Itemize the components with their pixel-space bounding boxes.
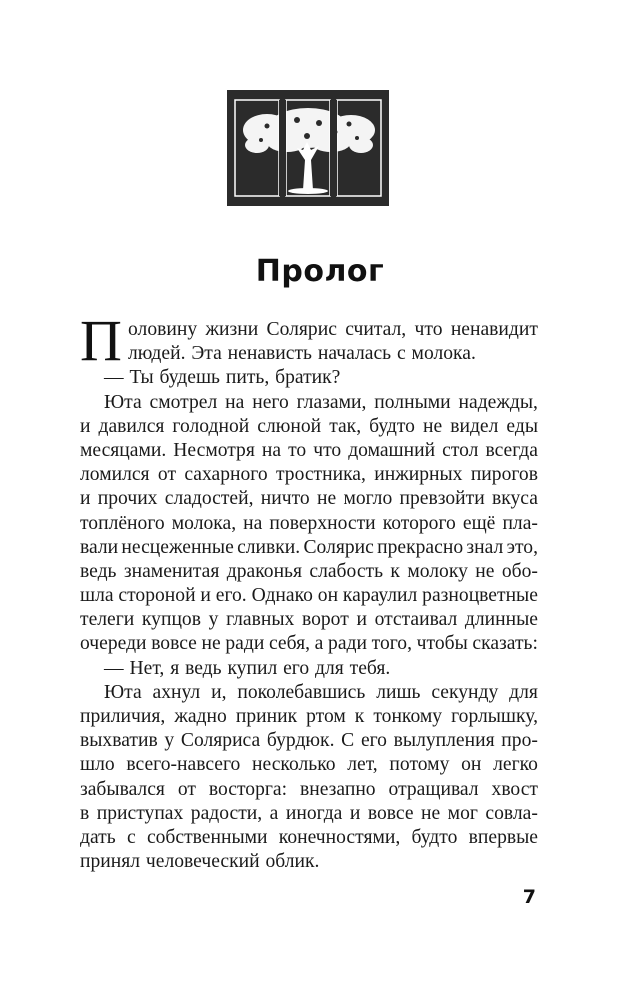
- text-line: топлёного молока, на поверхности которого ещё пла-: [80, 512, 538, 534]
- text-line: Юта смотрел на него глазами, полными надежды,: [104, 391, 538, 413]
- text-line: Юта ахнул и, поколебавшись лишь секунду для: [104, 681, 538, 703]
- text-line: выхватив у Соляриса бурдюк. С его вылупления про-: [80, 730, 538, 752]
- text-line: людей. Эта ненависть началась с молока.: [128, 343, 476, 365]
- text-line: ведь знаменитая драконья слабость к молоку не обо-: [80, 560, 538, 582]
- text-line: и давился голодной слюной так, будто не видел еды: [80, 415, 538, 437]
- text-line: шла стороной и его. Однако он караулил разноцветные: [80, 585, 538, 607]
- text-line: вали несцеженные сливки. Солярис прекрасно знал это,: [80, 536, 538, 558]
- chapter-title: Пролог: [255, 254, 385, 289]
- text-line: забывался от восторга: внезапно отращивал хвост: [80, 778, 538, 800]
- text-line: и прочих сладостей, ничто не могло превзойти вкуса: [80, 488, 538, 510]
- text-line: принял человеческий облик.: [80, 851, 320, 873]
- page-number: 7: [522, 886, 536, 908]
- text-line: приличия, жадно приник ртом к тонкому горлышку,: [80, 706, 538, 727]
- text-line: — Нет, я ведь купил его для тебя.: [104, 657, 391, 679]
- text-line: дать с собственными конечностями, будто впервые: [80, 826, 538, 848]
- text-line: шло всего-навсего несколько лет, потому он легко: [80, 754, 538, 776]
- text-line: — Ты будешь пить, братик?: [104, 367, 341, 389]
- text-line: в приступах радости, а иногда и вовсе не мог совла-: [80, 802, 538, 824]
- text-line: телеги купцов у главных ворот и отстаивал длинные: [80, 609, 538, 631]
- prologue-body-text: [80, 318, 538, 874]
- text-line: ломился от сахарного тростника, инжирных пирогов: [80, 464, 538, 486]
- drop-cap: П: [80, 308, 122, 373]
- text-line: очереди вовсе не ради себя, а ради того, чтобы сказать:: [80, 633, 538, 655]
- text-line: оловину жизни Солярис считал, что ненавидит: [128, 319, 538, 340]
- tree-triptych-icon: [227, 90, 389, 206]
- text-line: месяцами. Несмотря на то что домашний стол всегда: [80, 439, 538, 461]
